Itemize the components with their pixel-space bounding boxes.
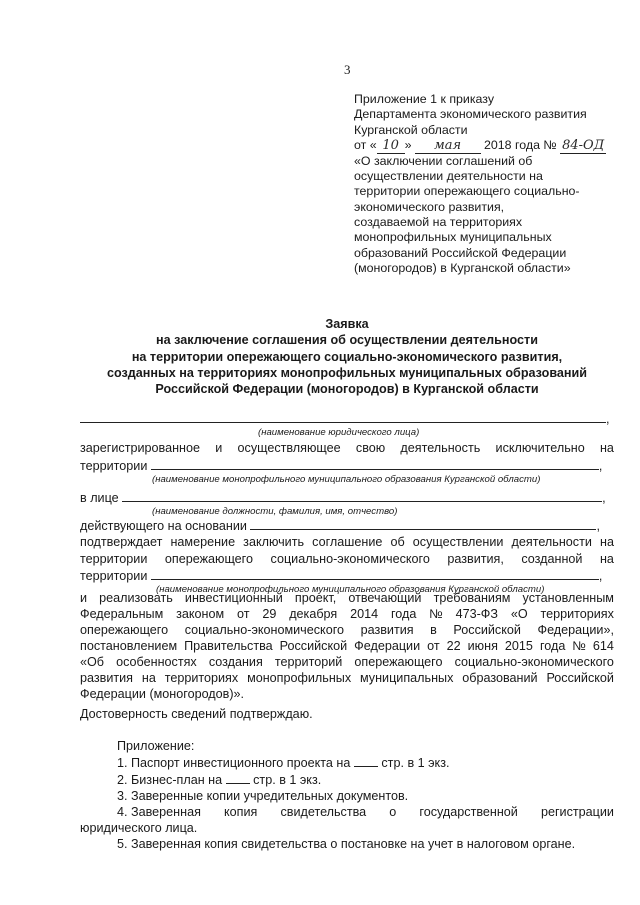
intent-word: намерение [170,535,236,549]
basis-field[interactable] [250,517,596,530]
approval-title-7: (моногородов) в Курганской области» [354,260,571,275]
attachment-item-5: 5. Заверенная копия свидетельства о постановке на учет в налоговом органе. [117,837,576,851]
item1-pages-field[interactable] [354,754,378,767]
para-word: 614 [592,639,614,653]
paragraph-line-2 [80,622,614,638]
paragraph-line-0 [80,590,614,606]
para-word: Федерации», [537,623,614,637]
page-number: 3 [344,62,351,77]
territory2-label: территории [80,569,148,583]
intent-line [80,534,614,550]
item4-word: 4. Заверенная [117,805,201,819]
legal-entity-row [80,410,614,426]
approval-date-line [354,138,624,154]
paragraph-line-5 [80,670,614,686]
para-word: «Об [80,655,105,669]
legal-entity-caption: (наименование юридического лица) [258,427,420,438]
para-word: проект, [294,591,337,605]
paragraph-line-1 [80,606,614,622]
requirements-paragraph [80,590,614,702]
registered-word: свою [355,441,386,455]
registered-word: исключительно [495,441,585,455]
intent-word: на [599,535,614,549]
tor-line [80,551,614,567]
item4-word: государственной [419,805,518,819]
person-caption: (наименование должности, фамилия, имя, отчество) [152,506,398,517]
item1-text-a: 1. Паспорт инвестиционного проекта на [117,756,351,770]
attachment-item-3: 3. Заверенные копии учредительных документов. [117,789,409,803]
tor-word: созданной [521,552,583,566]
territory2-caption: (наименование монопрофильного муниципального образования Курганской области) [156,584,545,595]
tor-word: опережающего [164,552,254,566]
person-field[interactable] [122,489,602,502]
person-row [80,489,614,505]
para-word: декабря [289,607,338,621]
legal-entity-end: , [606,412,610,426]
person-end: , [602,491,606,505]
approval-title-1: осуществлении деятельности на [354,169,543,184]
title-heading: Заявка [325,317,369,331]
para-word: «О [510,607,528,621]
date-day: 10 [377,139,405,154]
legal-entity-field[interactable] [80,410,606,423]
approval-line-3: Курганской области [354,122,468,137]
para-word: территориях [540,607,614,621]
para-word: № [572,639,586,653]
para-word: на [141,671,156,685]
para-word: № [429,607,443,621]
territory-row [80,457,614,473]
registered-word: осуществляющее [237,441,341,455]
para-word: отвечающий [348,591,422,605]
territory-field[interactable] [151,457,599,470]
para-word: в [430,623,437,637]
registered-word: на [599,441,614,455]
para-word: и [80,591,88,605]
paragraph-last-line: Федерации (моногородов)». [80,687,245,701]
para-word: особенностях [116,655,197,669]
para-word: социально-экономического [184,623,345,637]
para-word: территориях [164,671,239,685]
tor-word: социально-экономического [270,552,430,566]
attachment-item-1 [80,754,614,771]
tor-word: территории [80,552,148,566]
para-word: от [237,607,250,621]
title-line-1: на территории опережающего социально-экономического развития, [131,349,563,364]
para-word: 2015 [504,639,533,653]
para-word: требованиям [433,591,511,605]
territory-end: , [598,459,603,473]
intent-word: осуществлении [412,535,504,549]
para-word: года [390,607,417,621]
para-word: июня [467,639,498,653]
approval-title-5: монопрофильных муниципальных [354,230,552,245]
territory-caption: (наименование монопрофильного муниципального образования Курганской области) [152,474,541,485]
attachments-heading: Приложение: [117,739,195,753]
attachment-item-4 [80,804,614,820]
attachment-item-2 [80,771,614,788]
basis-end: , [596,519,600,533]
title-line-2: созданных на территориях монопрофильных муниципальных образований [107,365,587,380]
tor-word: развития, [447,552,504,566]
para-word: 2014 [350,607,379,621]
title-line-0: на заключение соглашения об осуществлении деятельности [156,333,538,348]
intent-word: об [390,535,405,549]
attachments-list [80,738,614,852]
para-word: территорий [274,655,343,669]
intent-word: деятельности [511,535,592,549]
date-prefix: от « [354,137,377,152]
item2-pages-field[interactable] [226,771,250,784]
registered-word: и [215,441,223,455]
para-word: 29 [262,607,277,621]
approval-title-6: образований Российской Федерации [354,245,567,260]
tor-word: на [599,552,614,566]
para-word: Российской [453,623,521,637]
para-word: года [539,639,566,653]
para-word: 473-ФЗ [455,607,498,621]
paragraph-line-4 [80,654,614,670]
para-word: опережающего [354,655,443,669]
person-label: в лице [80,491,119,505]
title-line-3: Российской Федерации (моногородов) в Курганской области [155,382,539,397]
intent-word: заключить [243,535,305,549]
para-word: Федеральным [80,607,164,621]
para-word: постановлением [80,639,178,653]
order-number: 84-ОД [562,137,605,153]
para-word: монопрофильных [247,671,352,685]
para-word: реализовать [99,591,173,605]
territory2-end: , [598,569,603,583]
para-word: развития [80,671,133,685]
date-month: мая [415,139,481,154]
para-word: развития [360,623,414,637]
registered-word: зарегистрированное [80,441,200,455]
para-word: социально-экономического [454,655,614,669]
territory2-field[interactable] [151,567,599,580]
para-word: Российской [546,671,614,685]
basis-row [80,517,614,533]
item4-word: о [389,805,397,819]
territory2-row [80,567,614,583]
date-mid: » [404,137,412,152]
territory-label: территории [80,459,148,473]
item2-text-a: 2. Бизнес-план на [117,773,223,787]
para-word: муниципальных [360,671,454,685]
approval-line-2: Департамента экономического развития [354,107,587,122]
item4-word: регистрации [540,805,614,819]
approval-title-2: территории опережающего социально- [354,184,580,199]
item4-word: копия [224,805,258,819]
approval-line-1: Приложение 1 к приказу [354,92,495,106]
item2-text-b: стр. в 1 экз. [253,773,322,787]
para-word: Федерации [354,639,421,653]
para-word: образований [462,671,538,685]
para-word: законом [176,607,225,621]
date-year: 2018 года № [484,137,557,152]
para-word: установленным [522,591,614,605]
para-word: опережающего [80,623,169,637]
item4-word: свидетельства [280,805,367,819]
item1-text-b: стр. в 1 экз. [381,756,450,770]
para-word: 22 [446,639,461,653]
para-word: Российской [279,639,348,653]
para-word: Правительства [184,639,273,653]
para-word: от [427,639,440,653]
paragraph-line-3 [80,638,614,654]
registered-word: деятельность [400,441,481,455]
confirmation-text: Достоверность сведений подтверждаю. [80,707,313,721]
attachment-item-4-cont: юридического лица. [80,821,198,835]
registered-line [80,440,614,456]
para-word: создания [208,655,263,669]
intent-word: подтверждает [80,535,163,549]
approval-title-3: экономического развития, [354,199,505,214]
approval-block [354,92,624,276]
approval-title-4: создаваемой на территориях [354,215,523,230]
para-word: инвестиционный [184,591,283,605]
basis-label: действующего на основании [80,519,247,533]
intent-word: соглашение [312,535,383,549]
approval-title-0: «О заключении соглашений об [354,153,533,168]
document-title [78,316,616,397]
